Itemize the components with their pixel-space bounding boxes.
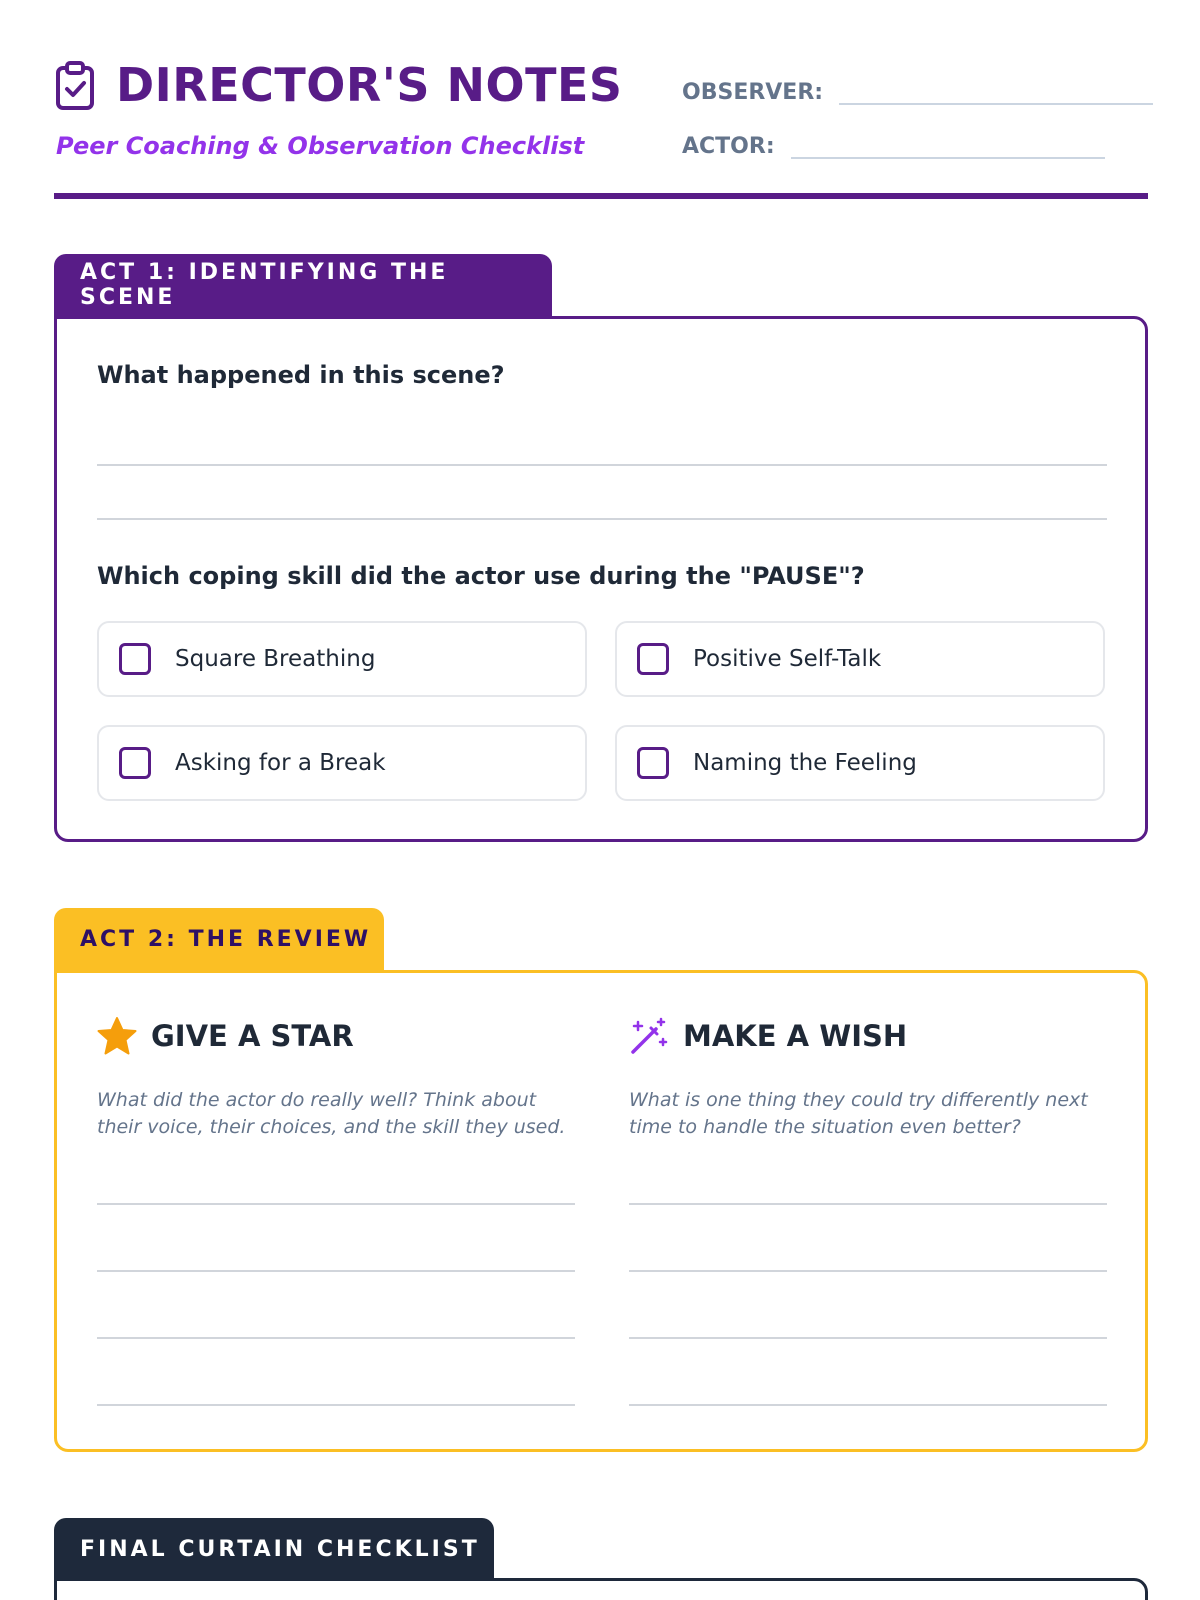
observer-field — [682, 80, 1153, 105]
option-asking-for-break[interactable] — [97, 725, 587, 801]
final-checklist-tab: FINAL CURTAIN CHECKLIST — [54, 1518, 494, 1580]
act1-panel — [54, 316, 1148, 842]
wish-answer-line[interactable] — [629, 1270, 1107, 1272]
option-label: Square Breathing — [175, 646, 376, 672]
star-answer-line[interactable] — [97, 1270, 575, 1272]
actor-field — [682, 134, 1105, 159]
page-title: DIRECTOR'S NOTES — [116, 58, 623, 112]
act1-tab: ACT 1: IDENTIFYING THE SCENE — [54, 254, 552, 316]
act2-panel — [54, 970, 1148, 1452]
wish-answer-line[interactable] — [629, 1203, 1107, 1205]
make-a-wish-heading — [629, 1017, 907, 1055]
wish-answer-line[interactable] — [629, 1404, 1107, 1406]
make-a-wish-title: MAKE A WISH — [683, 1019, 908, 1053]
option-positive-self-talk[interactable] — [615, 621, 1105, 697]
question-what-happened: What happened in this scene? — [97, 361, 505, 389]
page-header — [54, 52, 1148, 202]
checkbox[interactable] — [119, 747, 151, 779]
give-a-star-title: GIVE A STAR — [151, 1019, 354, 1053]
actor-label: ACTOR: — [682, 134, 775, 159]
option-label: Asking for a Break — [175, 750, 386, 776]
star-answer-line[interactable] — [97, 1337, 575, 1339]
give-a-star-heading — [97, 1017, 354, 1055]
act2-tab: ACT 2: THE REVIEW — [54, 908, 384, 970]
option-label: Positive Self-Talk — [693, 646, 882, 672]
answer-line[interactable] — [97, 518, 1107, 520]
option-label: Naming the Feeling — [693, 750, 917, 776]
observer-label: OBSERVER: — [682, 80, 824, 105]
observer-write-line[interactable] — [839, 103, 1153, 105]
give-a-star-prompt: What did the actor do really well? Think about their voice, their choices, and the skill they used. — [97, 1089, 566, 1138]
title-row — [54, 58, 623, 112]
checkbox[interactable] — [119, 643, 151, 675]
final-checklist-panel — [54, 1578, 1148, 1600]
actor-write-line[interactable] — [791, 157, 1105, 159]
clipboard-check-icon — [54, 60, 96, 110]
option-square-breathing[interactable] — [97, 621, 587, 697]
answer-line[interactable] — [97, 464, 1107, 466]
make-a-wish-prompt: What is one thing they could try differently next time to handle the situation even better? — [629, 1089, 1088, 1138]
star-answer-line[interactable] — [97, 1404, 575, 1406]
option-naming-the-feeling[interactable] — [615, 725, 1105, 801]
checkbox[interactable] — [637, 747, 669, 779]
wish-answer-line[interactable] — [629, 1337, 1107, 1339]
magic-wand-icon — [629, 1017, 669, 1055]
checkbox[interactable] — [637, 643, 669, 675]
question-coping-skill: Which coping skill did the actor use during the "PAUSE"? — [97, 562, 865, 590]
star-answer-line[interactable] — [97, 1203, 575, 1205]
header-divider — [54, 193, 1148, 199]
star-icon — [97, 1017, 137, 1055]
page-subtitle: Peer Coaching & Observation Checklist — [56, 132, 585, 160]
